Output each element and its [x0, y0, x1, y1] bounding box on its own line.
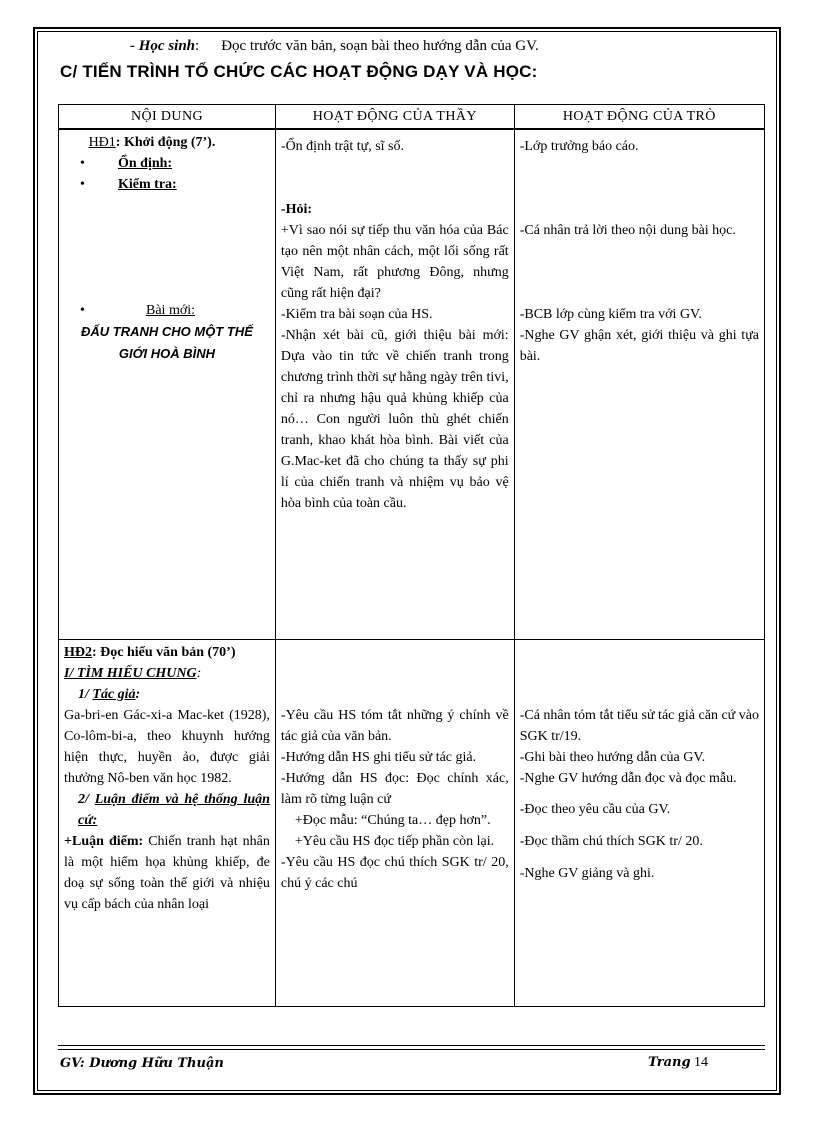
thesis-text: Chiến tranh hạt nhân là một hiểm họa khủng khiếp, đe doạ sự sống toàn thế giới và nhiệu vụ cấp bách của nhân loại	[64, 834, 270, 912]
student-item: -Nghe GV ghận xét, giới thiệu và ghi tựa bài.	[519, 328, 759, 364]
teacher-item: -Hướng dẫn HS ghi tiểu sử tác giả.	[280, 750, 477, 765]
thesis-plus-label: +Luận điểm:	[64, 834, 144, 849]
student-item: -Nghe GV giảng và ghi.	[519, 866, 655, 881]
student-preparation-line: - Học sinh: Đọc trước văn bản, soạn bài theo hướng dẫn của GV.	[130, 38, 539, 54]
author-heading: Tác giả	[92, 687, 136, 702]
table-header-row	[59, 105, 765, 130]
student-item: -Cá nhân trả lời theo nội dung bài học.	[519, 223, 736, 238]
content-cell-hd1	[59, 129, 276, 640]
page-number: 14	[694, 1055, 709, 1070]
table-row	[59, 129, 765, 640]
student-cell-hd2	[514, 640, 764, 1007]
bullet-on-dinh: Ổn định:	[118, 156, 173, 171]
general-heading: I/ TÌM HIỂU CHUNG	[64, 666, 197, 681]
bullet-kiem-tra: Kiểm tra:	[118, 177, 177, 192]
footer-page	[648, 1055, 708, 1071]
footer-divider	[58, 1049, 765, 1050]
footer-divider	[58, 1045, 765, 1046]
header-content: NỘI DUNG	[59, 105, 276, 130]
lesson-title-line1: ĐẤU TRANH CHO MỘT THẾ	[81, 324, 253, 339]
teacher-item: +Vì sao nói sự tiếp thu văn hóa của Bác tạo nên một nhân cách, một lối sống rất Việt Nam, rất phương Đông, nhưng cũng rất hiện đại?	[280, 223, 509, 301]
hd1-title: : Khởi động (7’).	[115, 135, 216, 150]
student-item: -Nghe GV hướng dẫn đọc và đọc mẫu.	[519, 771, 737, 786]
table-row	[59, 640, 765, 1007]
teacher-item: +Đọc mẫu: “Chúng ta… đẹp hơn”.	[294, 813, 491, 828]
page-label: Trang	[648, 1055, 691, 1070]
hd2-title: : Đọc hiểu văn bản (70’)	[92, 645, 236, 660]
student-cell-hd1	[514, 129, 764, 640]
teacher-item: +Yêu cầu HS đọc tiếp phần còn lại.	[294, 834, 495, 849]
role-label: - Học sinh	[130, 38, 196, 54]
bullet-bai-moi: Bài mới:	[146, 303, 196, 318]
section-title: C/ TIẾN TRÌNH TỔ CHỨC CÁC HOẠT ĐỘNG DẠY VÀ HỌC:	[60, 62, 538, 81]
teacher-item: -Hướng dẫn HS đọc: Đọc chính xác, làm rõ từng luận cứ	[280, 771, 509, 807]
student-item: -BCB lớp cùng kiểm tra với GV.	[519, 307, 702, 322]
student-item: -Cá nhân tóm tắt tiểu sử tác giả căn cứ vào SGK tr/19.	[519, 708, 759, 744]
header-student: HOẠT ĐỘNG CỦA TRÒ	[514, 105, 764, 130]
teacher-item: -Nhận xét bài cũ, giới thiệu bài mới: Dựa vào tin tức về chiến tranh trong chương trình thời sự hằng ngày trên tivi, chỉ ra nhưng hậu quả khủng khiếp của nó… Con người luôn thù ghét chiến tranh, khao khát hòa bình. Bài viết của G.Mac-ket đã cho chúng ta thấy sự phi lí của chiến tranh và nhiệm vụ bảo vệ hòa bình của toàn cầu.	[280, 328, 509, 511]
teacher-item: -Hỏi:	[280, 202, 313, 217]
lesson-table	[58, 104, 765, 1007]
teacher-item: -Yêu cầu HS tóm tắt những ý chính về tác giả của văn bản.	[280, 708, 509, 744]
teacher-item: -Ổn định trật tự, sĩ số.	[280, 139, 404, 154]
hd1-label: HĐ1	[88, 135, 116, 150]
teacher-item: -Kiểm tra bài soạn của HS.	[280, 307, 433, 322]
student-item: -Ghi bài theo hướng dẫn của GV.	[519, 750, 706, 765]
student-item: -Đọc theo yêu cầu của GV.	[519, 802, 671, 817]
teacher-item: -Yêu cầu HS đọc chú thích SGK tr/ 20, chú ý các chú	[280, 855, 509, 891]
content-cell-hd2: HĐ2: Đọc hiểu văn bản (70’) I/ TÌM HIỂU CHUNG: 1/ Tác giả: Ga-bri-en Gác-xi-a Mac-ket (1928), Co-lôm-bi-a, theo khuynh hướng hiện thực, huyền ảo, được giải thưởng Nô-ben văn học 1982. 2/ Luận điểm và hệ thống luận cứ: +Luận điểm: Chiến tranh hạt nhân là một hiểm họa khủng khiếp, đe doạ sự sống toàn thế giới và nhiệu vụ cấp bách của nhân loại	[59, 640, 276, 1007]
author-text: Ga-bri-en Gác-xi-a Mac-ket (1928), Co-lôm-bi-a, theo khuynh hướng hiện thực, huyền ảo, được giải thưởng Nô-ben văn học 1982.	[64, 708, 270, 786]
student-item: -Lớp trưởng báo cáo.	[519, 139, 639, 154]
teacher-cell-hd1	[275, 129, 514, 640]
hd2-label: HĐ2	[64, 645, 92, 660]
thesis-heading: Luận điểm và hệ thống luận cứ:	[78, 792, 270, 828]
header-teacher: HOẠT ĐỘNG CỦA THẦY	[275, 105, 514, 130]
student-item: -Đọc thầm chú thích SGK tr/ 20.	[519, 834, 703, 849]
lesson-title-line2: GIỚI HOÀ BÌNH	[118, 346, 216, 361]
teacher-cell-hd2	[275, 640, 514, 1007]
role-task: Đọc trước văn bản, soạn bài theo hướng dẫn của GV.	[221, 38, 539, 54]
footer-author: GV: Dương Hữu Thuận	[60, 1056, 224, 1071]
